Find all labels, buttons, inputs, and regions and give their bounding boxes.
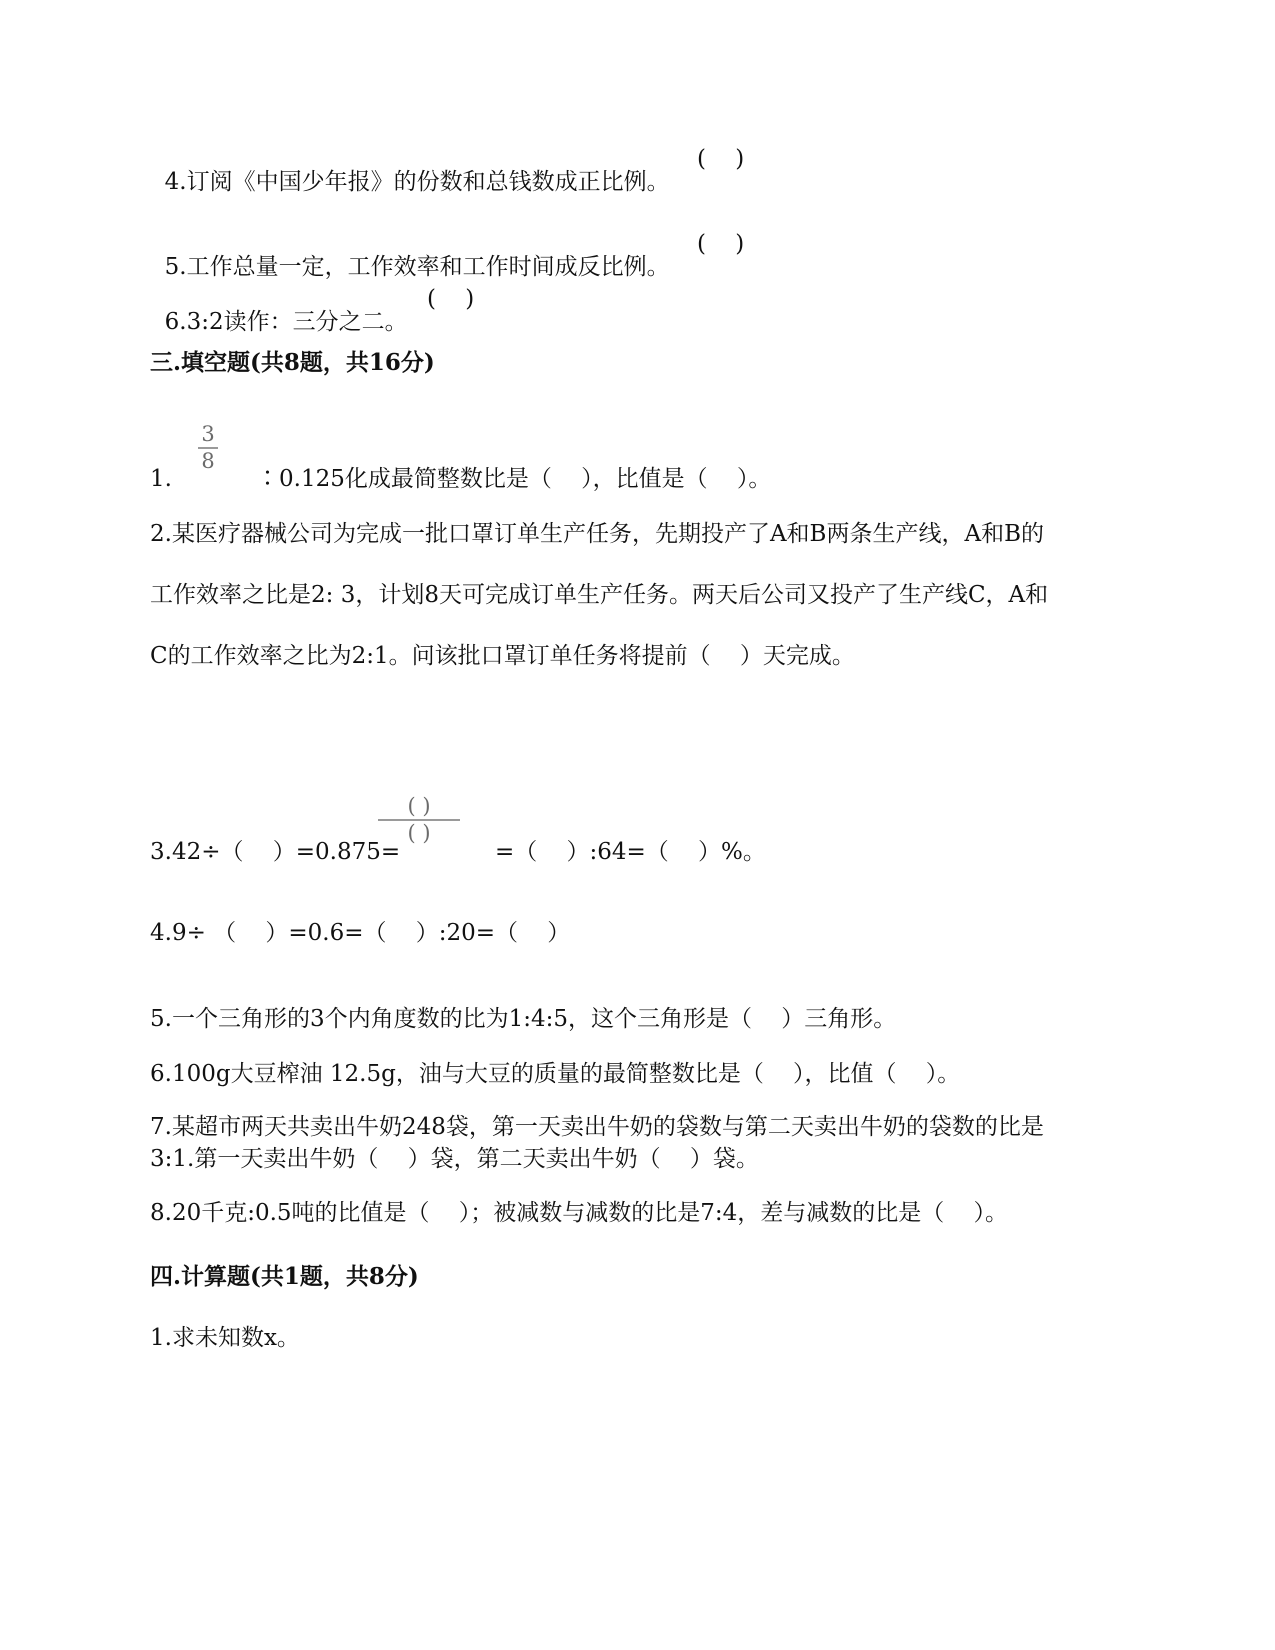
judge-q6-answer-paren: ( ) (427, 286, 475, 312)
fraction-denominator: 8 (201, 449, 215, 473)
section-heading-fill-in: 三.填空题(共8题，共16分) (150, 349, 435, 376)
fill-q4: 4.9÷ （ ）=0.6=（ ）:20=（ ） (150, 920, 571, 946)
fill-q1-number: 1. (150, 466, 172, 492)
judge-q4-answer-paren: ( ) (697, 146, 745, 172)
blank-fraction (378, 796, 460, 844)
judge-q5: 5.工作总量一定，工作效率和工作时间成反比例。 (164, 254, 670, 280)
fill-q3-right: =（ ）:64=（ ）%。 (495, 839, 766, 865)
section-heading-calculation: 四.计算题(共1题，共8分) (150, 1263, 419, 1290)
fill-q2-line1: 2.某医疗器械公司为完成一批口罩订单生产任务，先期投产了A和B两条生产线，A和B的 (150, 521, 1044, 547)
fill-q6: 6.100g大豆榨油 12.5g，油与大豆的质量的最简整数比是（ ），比值（ ）。 (150, 1061, 961, 1087)
blank-fraction-denominator: ( ) (407, 821, 431, 845)
fill-q2-line3: C的工作效率之比为2:1。问该批口罩订单任务将提前（ ）天完成。 (150, 643, 855, 669)
fraction-three-eighths (197, 424, 219, 472)
fraction-numerator: 3 (201, 422, 215, 446)
fill-q5: 5.一个三角形的3个内角度数的比为1:4:5，这个三角形是（ ）三角形。 (150, 1006, 897, 1032)
judge-q4: 4.订阅《中国少年报》的份数和总钱数成正比例。 (164, 169, 670, 195)
fill-q1-text: ∶0.125化成最简整数比是（ ），比值是（ ）。 (256, 466, 772, 492)
blank-fraction-numerator: ( ) (407, 794, 431, 818)
fill-q3-left: 3.42÷（ ）=0.875= (150, 839, 401, 865)
fill-q7-line1: 7.某超市两天共卖出牛奶248袋，第一天卖出牛奶的袋数与第二天卖出牛奶的袋数的比是 (150, 1114, 1044, 1140)
fill-q8: 8.20千克:0.5吨的比值是（ ）；被减数与减数的比是7:4，差与减数的比是（ ）。 (150, 1200, 1009, 1226)
calc-q1: 1.求未知数x。 (150, 1325, 300, 1351)
judge-q6: 6.3:2读作：三分之二。 (164, 309, 408, 335)
fill-q7-line2: 3:1.第一天卖出牛奶（ ）袋，第二天卖出牛奶（ ）袋。 (150, 1146, 759, 1172)
fill-q2-line2: 工作效率之比是2: 3，计划8天可完成订单生产任务。两天后公司又投产了生产线C，A和 (150, 582, 1049, 608)
judge-q5-answer-paren: ( ) (697, 231, 745, 257)
